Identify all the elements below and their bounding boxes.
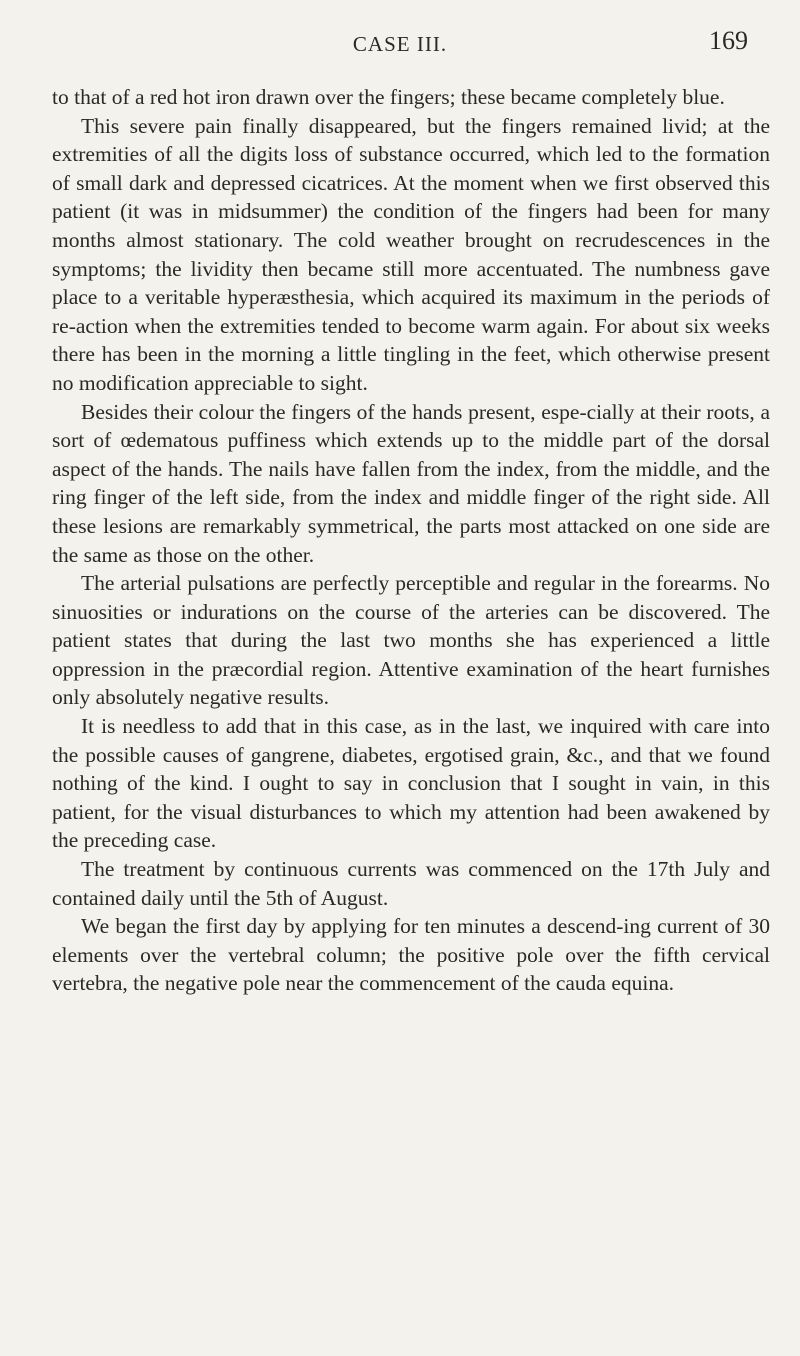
paragraph: The arterial pulsations are perfectly perceptible and regular in the forearms. No sinuosities or indurations on the course of the arteries can be discovered. The patient states that during the last two months she has experienced a little oppression in the præcordial region. Attentive examination of the heart furnishes only absolutely negative results.: [52, 571, 770, 710]
paragraph: This severe pain finally disappeared, but the fingers remained livid; at the extremities of all the digits loss of substance occurred, which led to the formation of small dark and depressed cicatrices. At the moment when we first observed this patient (it was in midsummer) the condition of the fingers had been for many months almost stationary. The cold weather brought on recrudescences in the symptoms; the lividity then became still more accentuated. The numbness gave place to a veritable hyperæsthesia, which acquired its maximum in the periods of re-action when the extremities tended to become warm again. For about six weeks there has been in the morning a little tingling in the feet, which otherwise present no modification appreciable to sight.: [52, 113, 770, 395]
page-number: 169: [709, 26, 748, 55]
paragraph: We began the first day by applying for ten minutes a descend-ing current of 30 elements over the vertebral column; the positive pole over the fifth cervical vertebra, the negative pole near the commencement of the cauda equina.: [52, 914, 770, 996]
paragraph-continued: to that of a red hot iron drawn over the fingers; these became completely blue.: [52, 85, 725, 109]
paragraph: The treatment by continuous currents was commenced on the 17th July and contained daily until the 5th of August.: [52, 857, 770, 910]
body-text: [52, 83, 770, 998]
running-title: CASE III.: [352, 32, 448, 56]
paragraph: It is needless to add that in this case, as in the last, we inquired with care into the possible causes of gangrene, diabetes, ergotised grain, &c., and that we found nothing of the kind. I ought to say in conclusion that I sought in vain, in this patient, for the visual disturbances to which my attention had been awakened by the preceding case.: [52, 714, 770, 853]
paragraph: Besides their colour the fingers of the hands present, espe-cially at their roots, a sort of œdematous puffiness which extends up to the middle part of the dorsal aspect of the hands. The nails have fallen from the index, from the middle, and the ring finger of the left side, from the index and middle finger of the right side. All these lesions are remarkably symmetrical, the parts most attacked on one side are the same as those on the other.: [52, 399, 770, 567]
